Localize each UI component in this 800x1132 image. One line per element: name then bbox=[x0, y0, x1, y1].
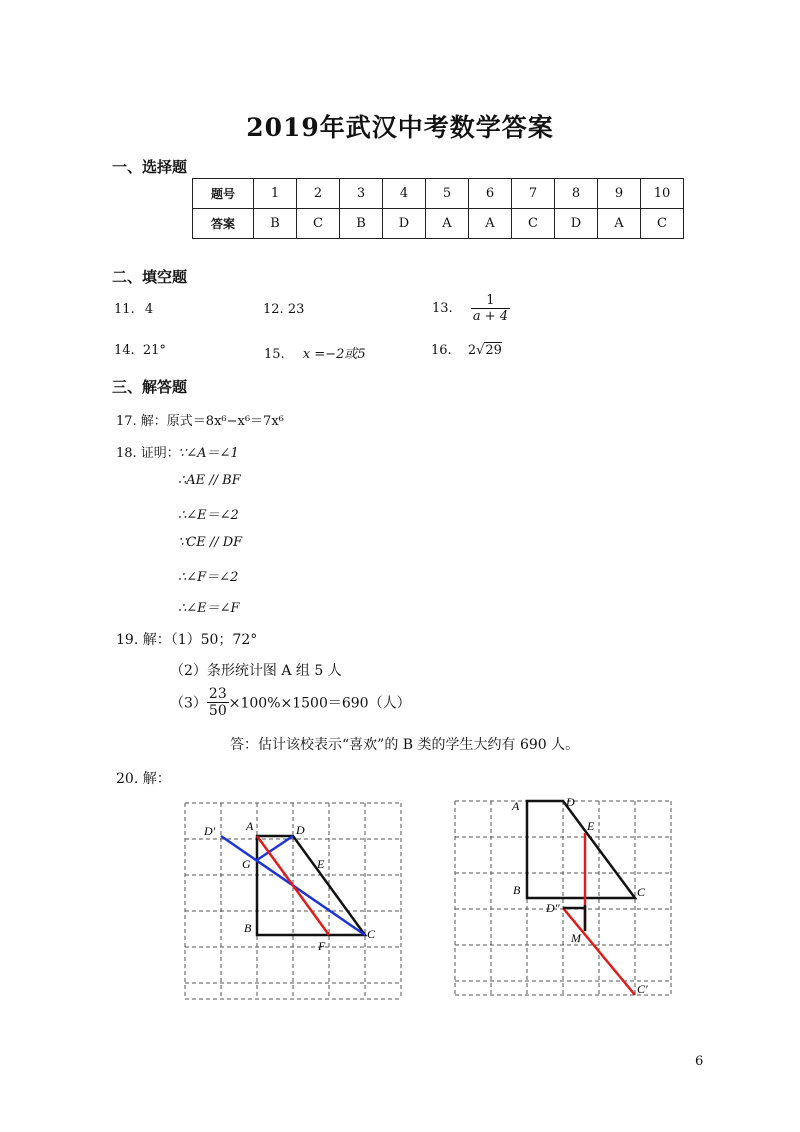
table-cell: 9 bbox=[598, 179, 641, 209]
q19-fraction bbox=[207, 686, 229, 719]
q13-fraction bbox=[471, 293, 510, 324]
q20-lead: 20. 解： bbox=[116, 771, 171, 787]
q14-answer: 21° bbox=[142, 343, 166, 358]
section2-heading: 二、填空题 bbox=[112, 268, 188, 286]
q18-line: ∴∠E＝∠F bbox=[178, 601, 240, 616]
q15-answer: x =−2或5 bbox=[302, 347, 366, 362]
q15-num: 15. bbox=[264, 347, 285, 362]
q19-part2: （2）条形统计图 A 组 5 人 bbox=[170, 663, 342, 679]
label-c: C bbox=[367, 927, 376, 941]
q11 bbox=[114, 302, 153, 317]
red-line-a-f bbox=[257, 836, 329, 935]
q12-answer: 23 bbox=[287, 302, 305, 317]
label-e: E bbox=[587, 819, 595, 833]
table-row-numbers bbox=[193, 179, 684, 209]
label-g: G bbox=[242, 857, 251, 871]
q19-numerator: 23 bbox=[208, 686, 227, 702]
q18-line: ∵∠A＝∠1 bbox=[178, 446, 239, 461]
q19-lead: 19. 解：（1）50；72° bbox=[116, 632, 258, 648]
table-cell: D bbox=[383, 209, 426, 239]
q13-num: 13. bbox=[432, 301, 453, 316]
label-f: F bbox=[318, 939, 326, 953]
answer-table bbox=[192, 178, 684, 239]
q16 bbox=[431, 343, 502, 358]
q11-num: 11. bbox=[114, 302, 135, 317]
table-cell: A bbox=[469, 209, 512, 239]
q18-line: ∵CE // DF bbox=[178, 535, 243, 550]
label-c: C bbox=[637, 885, 646, 899]
table-cell: A bbox=[426, 209, 469, 239]
q19-part3-rest: ×100%×1500＝690（人） bbox=[228, 695, 411, 712]
q16-num: 16. bbox=[431, 343, 452, 358]
q14-num: 14. bbox=[114, 343, 135, 358]
q18-line: ∴∠F＝∠2 bbox=[178, 570, 239, 585]
label-a: A bbox=[512, 799, 520, 813]
table-cell: 4 bbox=[383, 179, 426, 209]
q15 bbox=[264, 343, 366, 362]
table-cell: D bbox=[555, 209, 598, 239]
sqrt-symbol: √ bbox=[476, 343, 485, 358]
q14 bbox=[114, 343, 166, 358]
q19-denominator: 50 bbox=[208, 703, 227, 719]
section1-heading: 一、选择题 bbox=[112, 158, 188, 176]
q11-answer: 4 bbox=[144, 302, 154, 317]
table-cell: 2 bbox=[297, 179, 340, 209]
page-number: 6 bbox=[695, 1054, 704, 1069]
trapezoid-abcd bbox=[527, 801, 635, 898]
q18-lead: 18. 证明： bbox=[116, 446, 180, 461]
q13-numerator: 1 bbox=[471, 293, 510, 309]
label-b: B bbox=[244, 921, 252, 935]
q12-num: 12. bbox=[263, 302, 284, 317]
label-d: D bbox=[296, 823, 305, 837]
table-cell: C bbox=[512, 209, 555, 239]
q17: 17. 解：原式＝8x⁶−x⁶＝7x⁶ bbox=[116, 414, 284, 429]
label-m: M bbox=[571, 931, 581, 945]
grid-lines bbox=[185, 803, 401, 999]
trapezoid-abcd bbox=[257, 836, 365, 935]
table-cell: 5 bbox=[426, 179, 469, 209]
q19-part3 bbox=[170, 686, 411, 719]
table-cell: C bbox=[641, 209, 684, 239]
label-d: D bbox=[566, 795, 575, 809]
table-cell: B bbox=[340, 209, 383, 239]
q13 bbox=[432, 293, 510, 324]
table-cell: 6 bbox=[469, 179, 512, 209]
page-title: 2019年武汉中考数学答案 bbox=[246, 113, 554, 142]
figure-2 bbox=[450, 795, 680, 1005]
table-cell: 7 bbox=[512, 179, 555, 209]
label-d-prime: D′ bbox=[204, 824, 216, 838]
q13-denominator: a + 4 bbox=[472, 309, 509, 324]
table-header-ans: 答案 bbox=[193, 209, 254, 239]
section3-heading: 三、解答题 bbox=[112, 378, 188, 396]
table-cell: 1 bbox=[254, 179, 297, 209]
table-cell: A bbox=[598, 209, 641, 239]
q16-radicand: 29 bbox=[485, 343, 502, 358]
label-e: E bbox=[317, 857, 325, 871]
q16-coef: 2 bbox=[467, 343, 477, 358]
q19-conclusion: 答：估计该校表示“喜欢”的 B 类的学生大约有 690 人。 bbox=[230, 737, 580, 753]
label-c-prime: C′ bbox=[637, 982, 648, 996]
q18-line: ∴∠E＝∠2 bbox=[178, 508, 239, 523]
q19-part3-prefix: （3） bbox=[170, 695, 207, 712]
table-cell: C bbox=[297, 209, 340, 239]
label-b: B bbox=[513, 883, 521, 897]
table-cell: 3 bbox=[340, 179, 383, 209]
q18-line: ∴AE // BF bbox=[178, 473, 241, 488]
table-row-answers bbox=[193, 209, 684, 239]
label-a: A bbox=[246, 819, 254, 833]
figure-1 bbox=[180, 800, 410, 1005]
table-cell: B bbox=[254, 209, 297, 239]
table-cell: 8 bbox=[555, 179, 598, 209]
blue-line-g-d bbox=[257, 836, 293, 860]
label-d-double: D″ bbox=[546, 901, 560, 915]
table-header-num: 题号 bbox=[193, 179, 254, 209]
table-cell: 10 bbox=[641, 179, 684, 209]
q12 bbox=[263, 302, 304, 317]
